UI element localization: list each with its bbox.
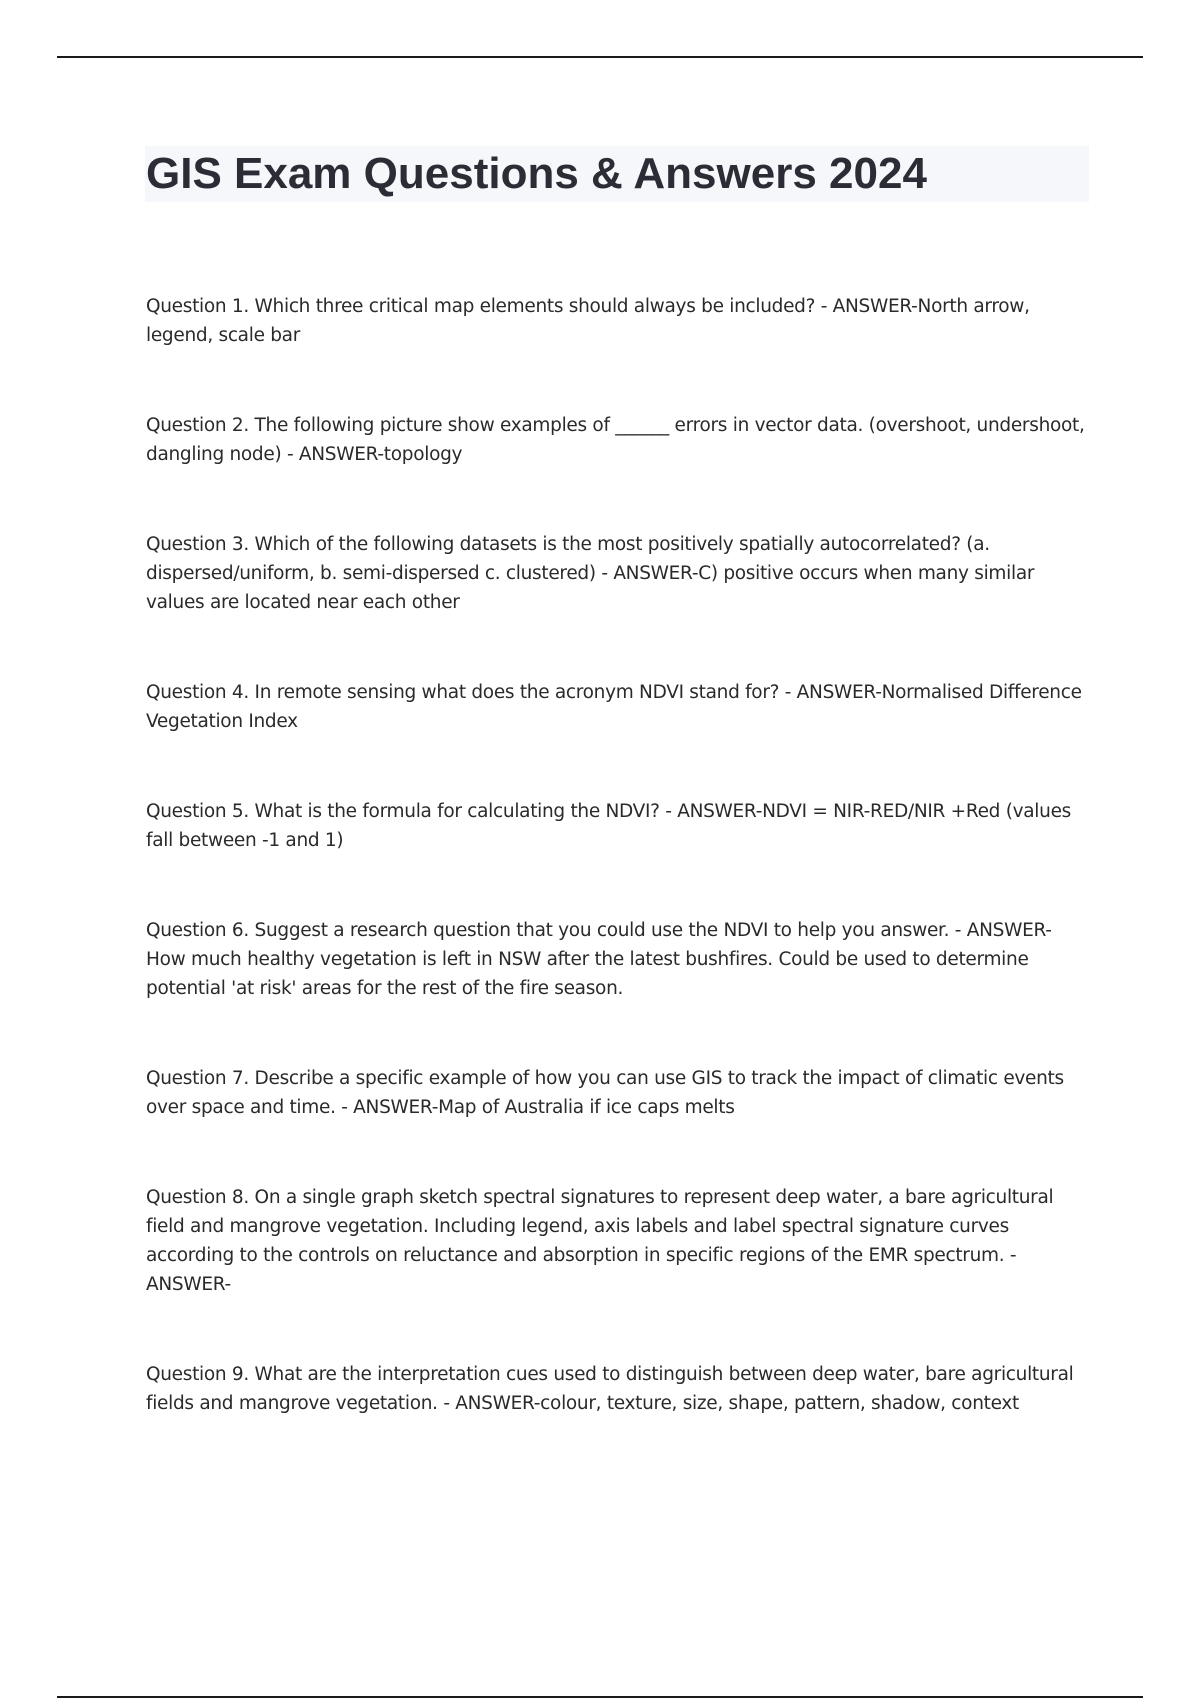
question-4: Question 4. In remote sensing what does the acronym NDVI stand for? - ANSWER-Normalised Difference Vegetation Index: [146, 682, 1082, 732]
page-title: GIS Exam Questions & Answers 2024: [146, 149, 927, 198]
question-3: Question 3. Which of the following datasets is the most positively spatially autocorrelated? (a. dispersed/uniform, b. semi-dispersed c. clustered) - ANSWER-C) positive occurs when many similar values are located near each other: [146, 534, 1035, 613]
question-1: Question 1. Which three critical map elements should always be included? - ANSWER-North arrow, legend, scale bar: [146, 296, 1030, 346]
top-rule: [57, 56, 1143, 58]
question-5: Question 5. What is the formula for calculating the NDVI? - ANSWER-NDVI = NIR-RED/NIR +Red (values fall between -1 and 1): [146, 801, 1071, 851]
bottom-rule: [57, 1696, 1143, 1698]
question-list: [146, 292, 1086, 1479]
question-6: Question 6. Suggest a research question that you could use the NDVI to help you answer. - ANSWER-How much healthy vegetation is left in NSW after the latest bushfires. Could be used to determine potential 'at risk' areas for the rest of the fire season.: [146, 920, 1052, 999]
question-2: Question 2. The following picture show examples of ______ errors in vector data. (overshoot, undershoot, dangling node) - ANSWER-topology: [146, 415, 1085, 465]
question-8: Question 8. On a single graph sketch spectral signatures to represent deep water, a bare agricultural field and mangrove vegetation. Including legend, axis labels and label spectral signature curves according to the controls on reluctance and absorption in specific regions of the EMR spectrum. - ANSWER-: [146, 1187, 1054, 1295]
question-9: Question 9. What are the interpretation cues used to distinguish between deep water, bare agricultural fields and mangrove vegetation. - ANSWER-colour, texture, size, shape, pattern, shadow, context: [146, 1364, 1074, 1414]
question-7: Question 7. Describe a specific example of how you can use GIS to track the impact of climatic events over space and time. - ANSWER-Map of Australia if ice caps melts: [146, 1068, 1064, 1118]
